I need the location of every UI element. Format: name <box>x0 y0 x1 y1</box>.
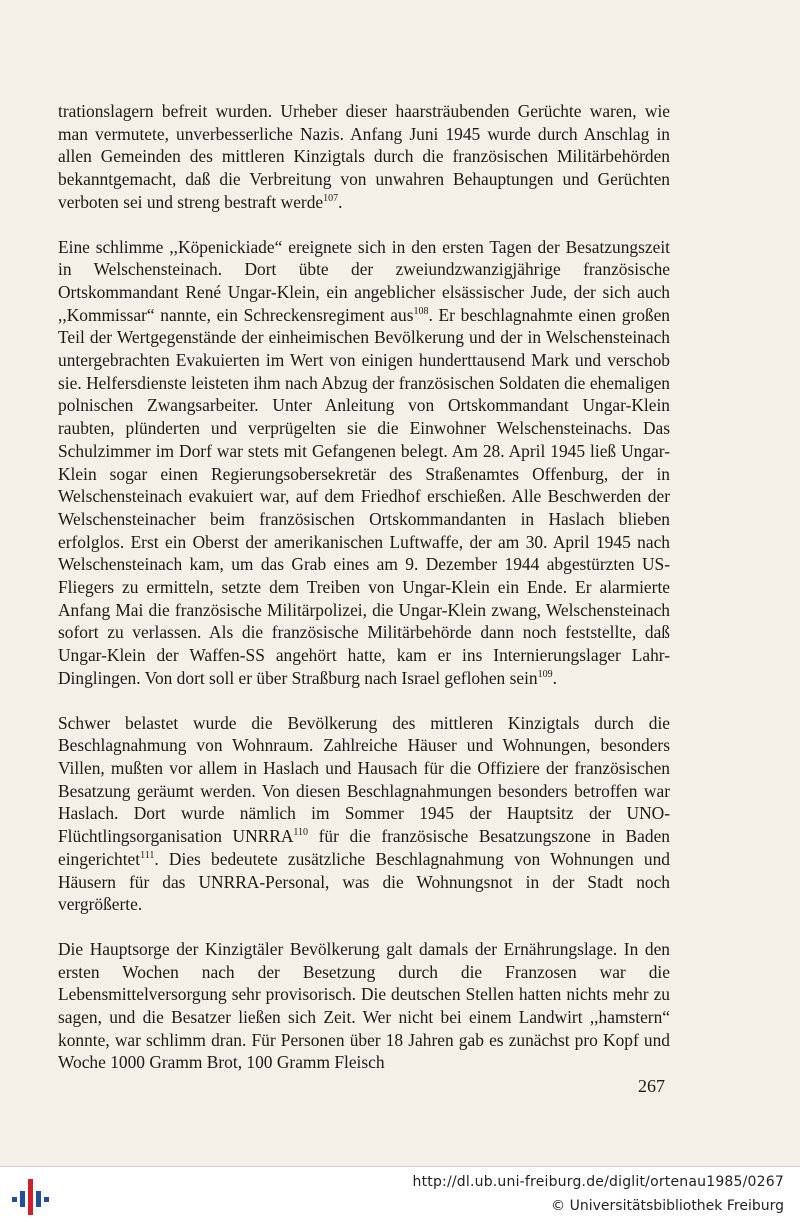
paragraph-text: Schwer belastet wurde die Bevölkerung des mittleren Kinzigtals durch die Beschlagnahmung von Wohnraum. Zahlreiche Häuser und Wohnungen, besonders Villen, mußten vor allem in Haslach und Hausach für die Offiziere der französischen Besatzung geräumt werden. Von diesen Beschlagnahmungen besonders betroffen war Haslach. Dort wurde nämlich im Sommer 1945 der Hauptsitz der UNO-Flüchtlingsorganisation UNRRA <box>58 712 670 847</box>
body-text <box>58 100 670 1096</box>
paragraph <box>58 100 670 214</box>
paragraph <box>58 938 670 1074</box>
library-logo-icon <box>8 1175 52 1219</box>
paragraph <box>58 712 670 916</box>
paragraph-text: trationslagern befreit wurden. Urheber dieser haarsträubenden Gerüchte waren, wie man vermutete, unverbesserliche Nazis. Anfang Juni 1945 wurde durch Anschlag in allen Gemeinden des mittleren Kinzigtals durch die französischen Militärbehörden bekanntgemacht, daß die Verbreitung von unwahren Behauptungen und Gerüchten verboten sei und streng bestraft werde <box>58 101 670 212</box>
footer-bar <box>0 1166 800 1227</box>
paragraph-text: . <box>338 191 343 212</box>
paragraph-text: für die französische Besatzungszone in Baden eingerichtet <box>58 826 670 869</box>
paragraph-text: . <box>552 667 557 688</box>
copyright-text: © Universitätsbibliothek Freiburg <box>551 1198 784 1214</box>
footnote-ref: 108 <box>413 305 429 317</box>
footnote-ref: 107 <box>323 193 339 205</box>
paragraph <box>58 236 670 690</box>
source-url-link[interactable]: http://dl.ub.uni-freiburg.de/diglit/ortenau1985/0267 <box>412 1174 784 1190</box>
page-number: 267 <box>638 1076 665 1096</box>
footnote-ref: 109 <box>537 669 553 681</box>
footnote-ref: 110 <box>293 827 309 839</box>
paragraph-text: . Dies bedeutete zusätzliche Beschlagnahmung von Wohnungen und Häusern für das UNRRA-Personal, was die Wohnungsnot in der Stadt noch vergrößerte. <box>58 848 670 915</box>
paragraph-text: . Er beschlagnahmte einen großen Teil der Wertgegenstände der einheimischen Bevölkerung und der in Welschensteinach untergebrachten Evakuierten im Wert von einigen hunderttausend Mark und verschob sie. Helfersdienste leisteten ihm nach Abzug der französischen Soldaten die ehemaligen polnischen Zwangsarbeiter. Unter Anleitung von Ortskommandant Ungar-Klein raubten, plünderten und verprügelten sie die Einwohner Welschensteinachs. Das Schulzimmer im Dorf war stets mit Gefangenen belegt. Am 28. April 1945 ließ Ungar-Klein sogar einen Regierungsobersekretär des Straßenamtes Offenburg, der in Welschensteinach evakuiert war, auf dem Friedhof erschießen. Alle Beschwerden der Welschensteinacher beim französischen Ortskommandanten in Haslach blieben erfolglos. Erst ein Oberst der amerikanischen Luftwaffe, der am 30. April 1945 nach Welschensteinach kam, um das Grab eines am 9. Dezember 1944 abgestürzten US-Fliegers zu ermitteln, setzte dem Treiben von Ungar-Klein ein Ende. Er alarmierte Anfang Mai die französische Militärpolizei, die Ungar-Klein zwang, Welschensteinach sofort zu verlassen. Als die französische Militärbehörde dann noch feststellte, daß Ungar-Klein der Waffen-SS angehört hatte, kam er ins Internierungslager Lahr-Dinglingen. Von dort soll er über Straßburg nach Israel geflohen sein <box>58 304 670 688</box>
paragraph-text: Eine schlimme ,,Köpenickiade“ ereignete sich in den ersten Tagen der Besatzungszeit in Welschensteinach. Dort übte der zweiundzwanzigjährige französische Ortskommandant René Ungar-Klein, ein angeblicher elsässischer Jude, der sich auch ,,Kommissar“ nannte, ein Schreckensregiment aus <box>58 236 670 325</box>
paragraph-text: Die Hauptsorge der Kinzigtäler Bevölkerung galt damals der Ernährungslage. In den ersten Wochen nach der Besetzung durch die Franzosen war die Lebensmittelversorgung sehr provisorisch. Die deutschen Stellen hatten nichts mehr zu sagen, und die Besatzer ließen sich Zeit. Wer nicht bei einem Landwirt ,,hamstern“ konnte, war schlimm dran. Für Personen über 18 Jahren gab es zunächst pro Kopf und Woche 1000 Gramm Brot, 100 Gramm Fleisch <box>58 938 670 1073</box>
footnote-ref: 111 <box>140 850 155 861</box>
